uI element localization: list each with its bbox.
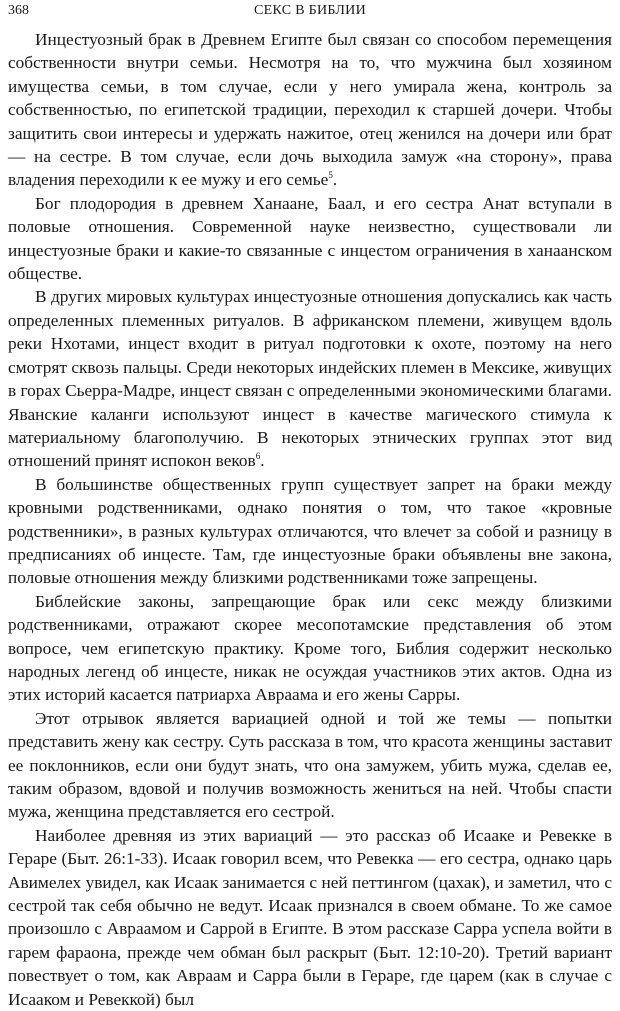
footnote-marker: 6 [255,451,261,462]
footnote-marker: 5 [328,170,333,181]
body-text [8,28,612,1011]
paragraph-text: Библейские законы, запрещающие брак или секс между близкими родственниками, отражают скорее месопотамские представления об этом вопросе, чем египетскую практику. Кроме того, Библия содержит несколько народных легенд об инцесте, никак не осуждая участников этих актов. Одна из этих историй касается патриарха Авраама и его жены Сарры. [8,591,612,705]
paragraph-text: Этот отрывок является вариацией одной и той же темы — попытки представить жену как сестру. Суть рассказа в том, что красота женщины заставит ее поклонников, если они будут знать, что она замужем, убить мужа, сделав ее, таким образом, вдовой и получив возможность жениться на ней. Чтобы спасти мужа, женщина представляется его сестрой. [8,708,612,822]
page-number: 368 [8,3,29,18]
paragraph-text: Инцестуозный брак в Древнем Египте был связан со способом перемещения собственности внутри семьи. Несмотря на то, что мужчина был хозяином имущества семьи, в том случае, если у него умирала жена, контроль за собственностью, по египетской традиции, переходил к старшей дочери. Чтобы защитить свои интересы и удержать нажитое, отец женился на дочери или брат — на сестре. В том случае, если дочь выходила замуж «на сторону», права владения переходили к ее мужу и его семье [8,30,612,190]
running-title: СЕКС В БИБЛИИ [253,3,366,18]
paragraph [8,590,612,707]
paragraph [8,28,612,192]
paragraph [8,824,612,1011]
paragraph-text: В большинстве общественных групп существует запрет на браки между кровными родственниками, однако понятия о том, что такое «кровные родственники», в разных культурах отличаются, что влечет за собой и разницу в предписаниях об инцесте. Там, где инцестуозные браки объявлены вне закона, половые отношения между близкими родственниками тоже запрещены. [8,474,612,588]
paragraph-text: Наиболее древняя из этих вариаций — это рассказ об Исааке и Ревекке в Гераре (Быт. 26:1-33). Исаак говорил всем, что Ревекка — его сестра, однако царь Авимелех увидел, как Исаак занимается с ней петтингом (цахак), и заметил, что с сестрой так себя обычно не ведут. Исаак признался в своем обмане. То же самое произошло с Авраамом и Саррой в Египте. В этом рассказе Сарра успела войти в гарем фараона, прежде чем обман был раскрыт (Быт. 12:10-20). Третий вариант повествует о том, как Авраам и Сарра были в Гераре, где царем (как в случае с Исааком и Ревеккой) был [8,825,612,1009]
paragraph-text: Бог плодородия в древнем Ханаане, Баал, и его сестра Анат вступали в половые отношения. Современной науке неизвестно, существовали ли инцестуозные браки и какие-то связанные с инцестом ограничения в ханаанском обществе. [8,193,612,284]
paragraph [8,285,612,472]
paragraph-tail: . [260,451,265,471]
paragraph [8,707,612,824]
paragraph-text: В других мировых культурах инцестуозные отношения допускались как часть определенных племенных ритуалов. В африканском племени, живущем вдоль реки Нхотами, инцест входит в ритуал подготовки к охоте, поэтому на него смотрят сквозь пальцы. Среди некоторых индейских племен в Мексике, живущих в горах Сьерра-Мадре, инцест связан с определенными экономическими благами. Яванские каланги используют инцест в качестве магического стимула к материальному благополучию. В некоторых этнических группах этот вид отношений принят испокон веков [8,287,612,471]
paragraph-tail: . [332,170,338,190]
paragraph [8,192,612,286]
page-header [8,1,612,23]
paragraph [8,473,612,590]
